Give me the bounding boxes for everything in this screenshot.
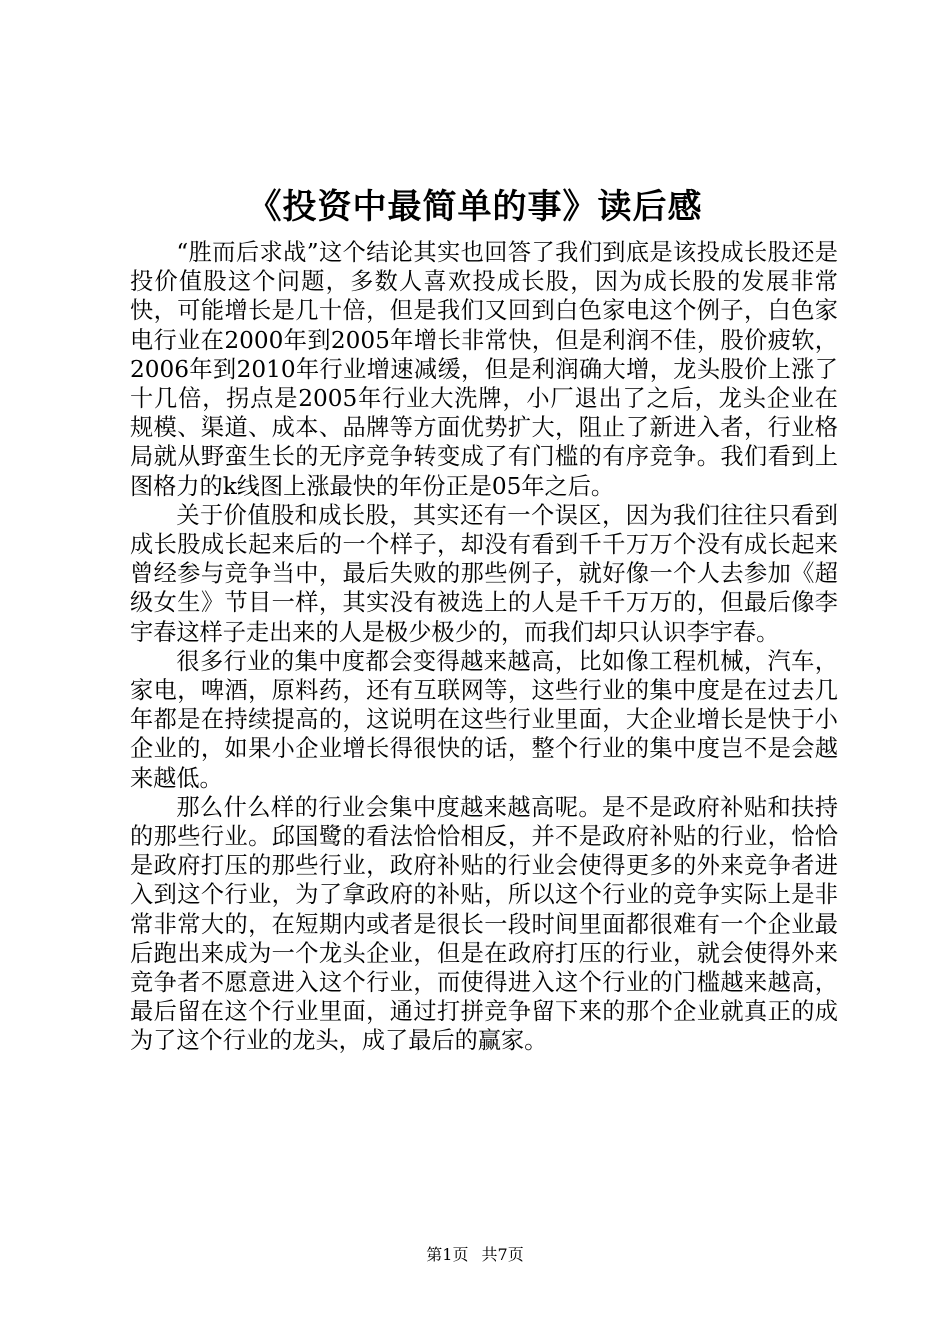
paragraph-4: 那么什么样的行业会集中度越来越高呢。是不是政府补贴和扶持的那些行业。邱国鹭的看法恰恰相反，并不是政府补贴的行业，恰恰是政府打压的那些行业，政府补贴的行业会使得更多的外来竞争者进入到这个行业，为了拿政府的补贴，所以这个行业的竞争实际上是非常非常大的，在短期内或者是很长一段时间里面都很难有一个企业最后跑出来成为一个龙头企业，但是在政府打压的行业，就会使得外来竞争者不愿意进入这个行业，而使得进入这个行业的门槛越来越高，最后留在这个行业里面，通过打拼竞争留下来的那个企业就真正的成为了这个行业的龙头，成了最后的赢家。 <box>130 793 838 1055</box>
page-number-footer: 第1页 共7页 <box>426 1245 524 1264</box>
paragraph-3: 很多行业的集中度都会变得越来越高，比如像工程机械，汽车，家电，啤酒，原料药，还有互联网等，这些行业的集中度是在过去几年都是在持续提高的，这说明在这些行业里面，大企业增长是快于小企业的，如果小企业增长得很快的话，整个行业的集中度岂不是会越来越低。 <box>130 647 838 792</box>
paragraph-1: “胜而后求战”这个结论其实也回答了我们到底是该投成长股还是投价值股这个问题，多数人喜欢投成长股，因为成长股的发展非常快，可能增长是几十倍，但是我们又回到白色家电这个例子，白色家电行业在2000年到2005年增长非常快，但是利润不佳，股价疲软，2006年到2010年行业增速减缓，但是利润确大增，龙头股价上涨了十几倍，拐点是2005年行业大洗牌，小厂退出了之后，龙头企业在规模、渠道、成本、品牌等方面优势扩大，阻止了新进入者，行业格局就从野蛮生长的无序竞争转变成了有门槛的有序竞争。我们看到上图格力的k线图上涨最快的年份正是05年之后。 <box>130 239 838 500</box>
document-body <box>130 238 838 1056</box>
paragraph-2: 关于价值股和成长股，其实还有一个误区，因为我们往往只看到成长股成长起来后的一个样子，却没有看到千千万万个没有成长起来曾经参与竞争当中，最后失败的那些例子，就好像一个人去参加《超级女生》节目一样，其实没有被选上的人是千千万万的，但最后像李宇春这样子走出来的人是极少极少的，而我们却只认识李宇春。 <box>130 501 838 646</box>
document-title: 《投资中最简单的事》读后感 <box>247 187 703 227</box>
